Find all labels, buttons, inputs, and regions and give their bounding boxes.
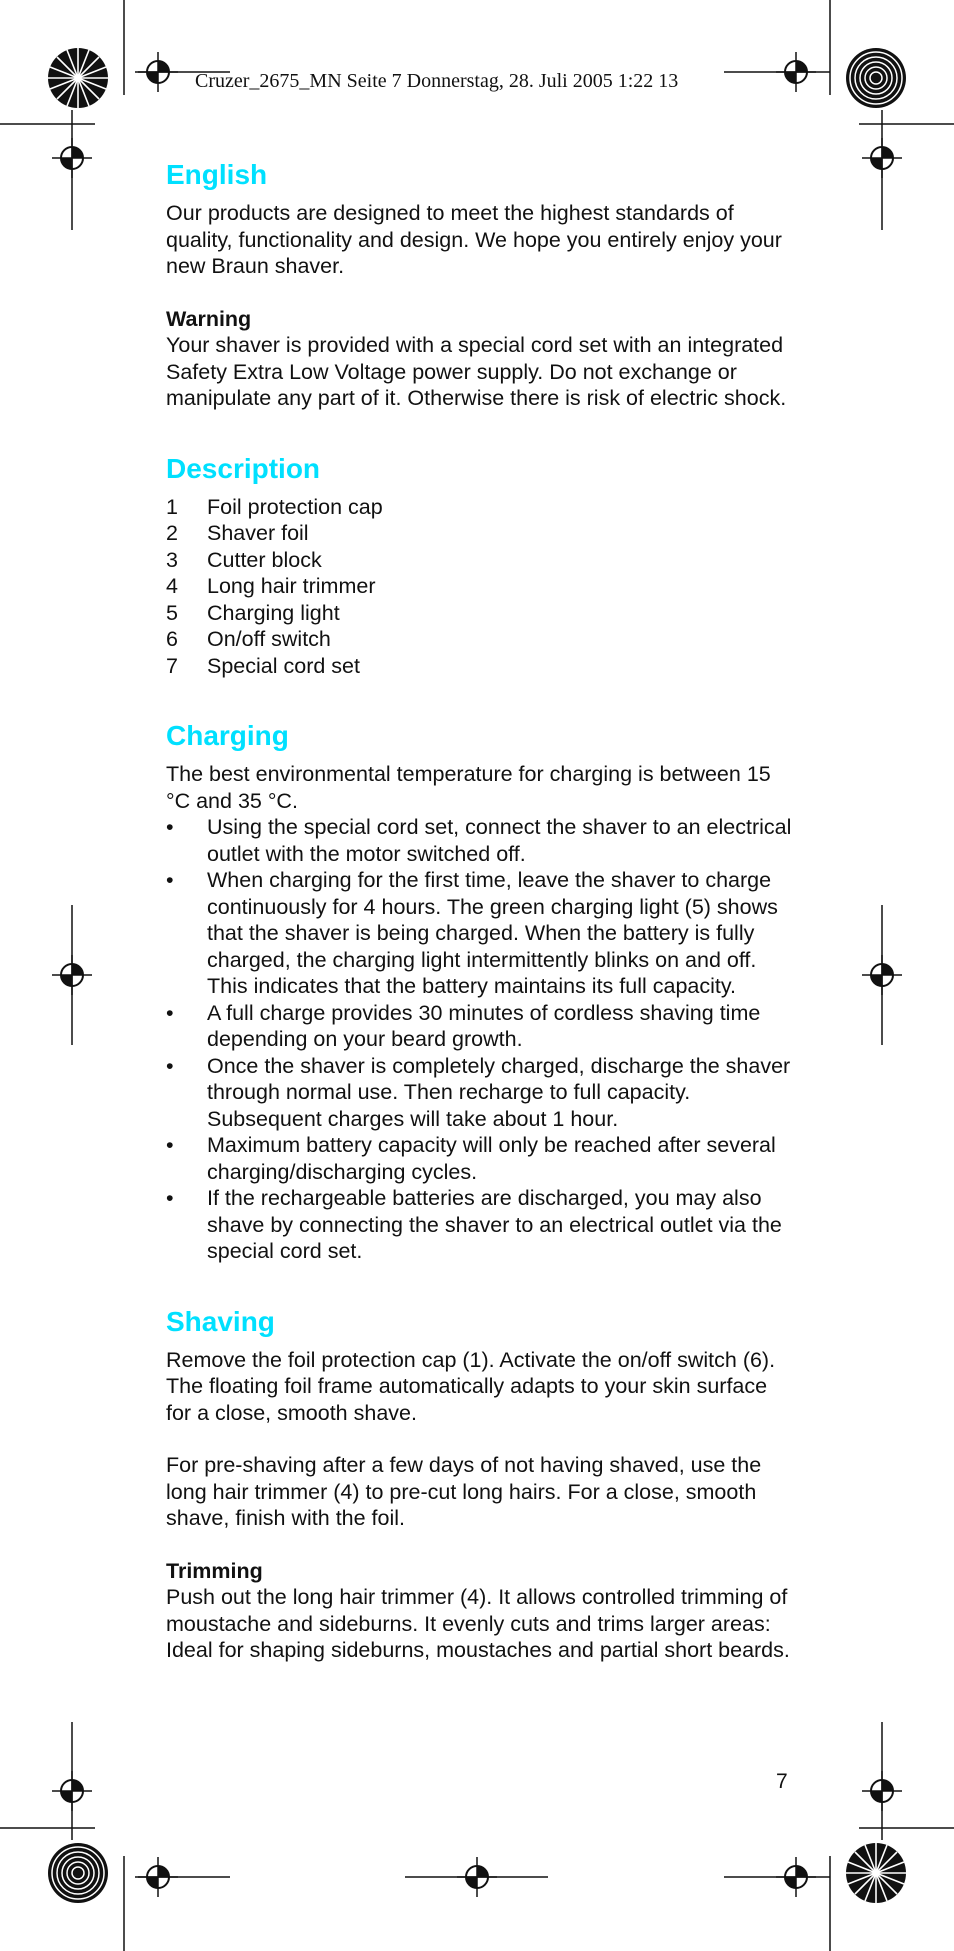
list-item: • Once the shaver is completely charged, discharge the shaver through normal use. Then recharge to full capacity. Subsequent charges will take about 1 hour. xyxy=(166,1053,791,1131)
bullet-icon: • xyxy=(166,815,174,839)
list-item: 6 On/off switch xyxy=(166,627,331,651)
page-number: 7 xyxy=(776,1770,788,1793)
list-item: 5 Charging light xyxy=(166,600,340,625)
list-item: • Maximum battery capacity will only be reached after several charging/discharging cycles. xyxy=(166,1133,776,1184)
bullet-icon: • xyxy=(166,1000,174,1025)
list-item: • If the rechargeable batteries are discharged, you may also shave by connecting the shaver to an electrical outlet via the special cord set. xyxy=(166,1186,782,1263)
english-intro: Our products are designed to meet the highest standards of quality, functionality and design. We hope you entirely enjoy your new Braun shaver. xyxy=(166,201,782,278)
bullet-icon: • xyxy=(166,1186,174,1210)
trimming-text: Push out the long hair trimmer (4). It allows controlled trimming of moustache and sideburns. It evenly cuts and trims larger areas: Ideal for shaping sideburns, moustaches and partial short beards. xyxy=(166,1585,790,1662)
list-item: 7 Special cord set xyxy=(166,653,360,678)
parts-list xyxy=(166,494,796,680)
list-item: 4 Long hair trimmer xyxy=(166,574,376,598)
list-item: 3 Cutter block xyxy=(166,547,322,572)
trimming-heading: Trimming xyxy=(166,1558,263,1583)
shaving-paragraph-1: Remove the foil protection cap (1). Activate the on/off switch (6). The floating foil frame automatically adapts to your skin surface for a close, smooth shave. xyxy=(166,1347,776,1425)
warning-heading: Warning xyxy=(166,306,252,331)
list-item: • When charging for the first time, leave the shaver to charge continuously for 4 hours. The green charging light (5) shows that the shaver is being charged. When the battery is fully charged, the charging light intermittently blinks on and off. This indicates that the battery maintains its full capacity. xyxy=(166,868,778,998)
print-slug: Cruzer_2675_MN Seite 7 Donnerstag, 28. Juli 2005 1:22 13 xyxy=(195,70,679,92)
page-content xyxy=(166,158,796,1664)
warning-text: Your shaver is provided with a special cord set with an integrated Safety Extra Low Voltage power supply. Do not exchange or manipulate any part of it. Otherwise there is risk of electric shock. xyxy=(166,333,787,410)
section-title-english: English xyxy=(166,159,268,190)
bullet-icon: • xyxy=(166,1133,174,1157)
list-item: 2 Shaver foil xyxy=(166,521,309,545)
section-title-shaving: Shaving xyxy=(166,1305,275,1337)
list-item: • Using the special cord set, connect the shaver to an electrical outlet with the motor switched off. xyxy=(166,815,792,866)
list-item: • A full charge provides 30 minutes of cordless shaving time depending on your beard growth. xyxy=(166,1000,761,1051)
list-item: 1 Foil protection cap xyxy=(166,494,383,519)
charging-steps xyxy=(166,814,796,1265)
shaving-paragraph-2: For pre-shaving after a few days of not having shaved, use the long hair trimmer (4) to pre-cut long hairs. For a close, smooth shave, finish with the foil. xyxy=(166,1453,762,1530)
section-title-charging: Charging xyxy=(166,720,289,751)
bullet-icon: • xyxy=(166,868,174,892)
section-title-description: Description xyxy=(166,452,321,484)
bullet-icon: • xyxy=(166,1053,174,1078)
charging-intro: The best environmental temperature for charging is between 15 °C and 35 °C. xyxy=(166,762,771,813)
